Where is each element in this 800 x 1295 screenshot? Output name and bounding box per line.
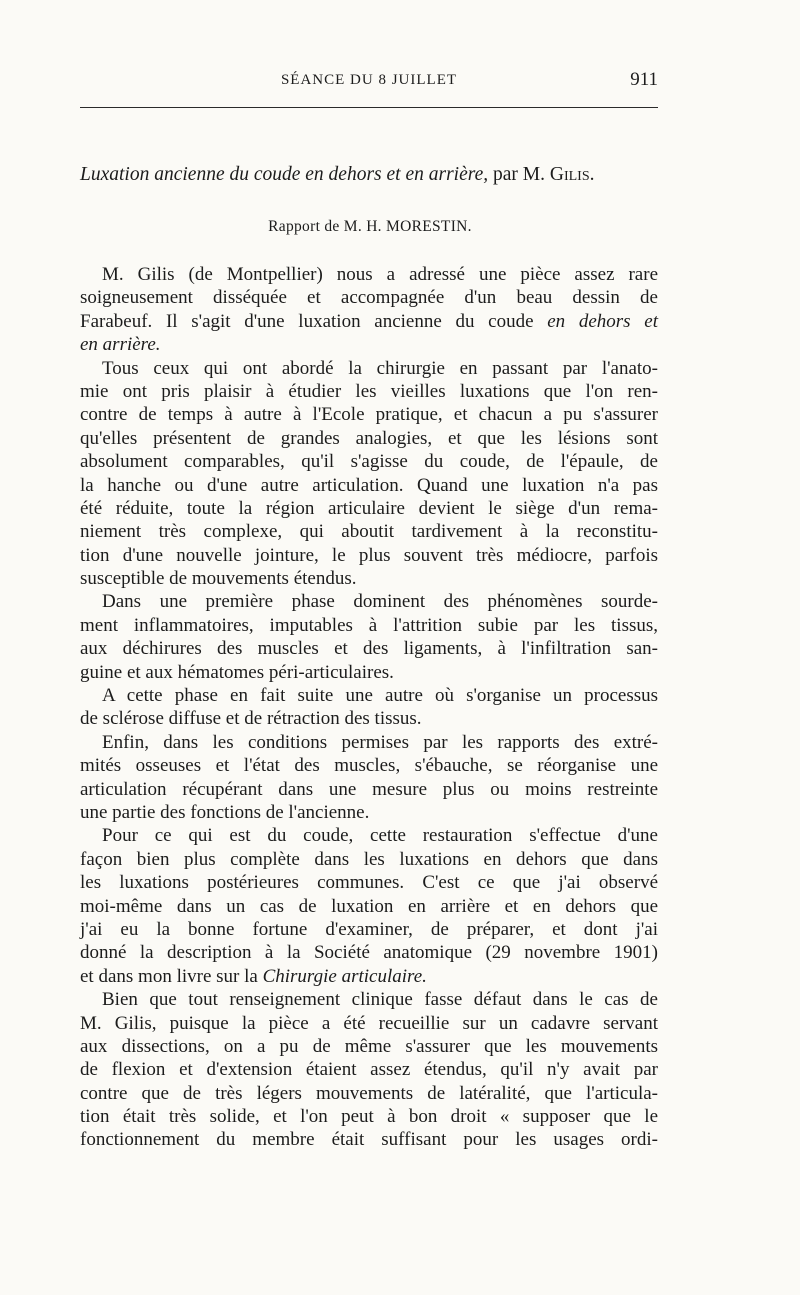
line-text: qu'elles présentent de grandes analogies, et que les lésions sont	[80, 427, 658, 449]
text-line	[80, 590, 658, 613]
text-line	[80, 778, 658, 801]
text-line	[80, 286, 658, 309]
line-text: guine et aux hématomes péri-articulaires.	[80, 661, 394, 683]
text-line	[80, 1058, 658, 1081]
line-italic-text: Chirurgie articulaire.	[262, 965, 427, 987]
title-author: Gilis.	[549, 164, 595, 185]
line-text: Bien que tout renseignement clinique fasse défaut dans le cas de	[102, 989, 658, 1011]
text-line	[80, 637, 658, 660]
line-text: Dans une première phase dominent des phénomènes sourde-	[102, 591, 658, 613]
text-line	[80, 848, 658, 871]
line-text: été réduite, toute la région articulaire devient le siège d'un rema-	[80, 497, 658, 519]
text-line	[80, 357, 658, 380]
line-text: fonctionnement du membre était suffisant pour les usages ordi-	[80, 1129, 658, 1151]
text-line	[80, 497, 658, 520]
line-italic-text: en dehors et	[547, 310, 658, 332]
line-text: tion d'une nouvelle jointure, le plus souvent très médiocre, parfois	[80, 544, 658, 566]
line-text: aux dissections, on a pu de même s'assurer que les mouvements	[80, 1035, 658, 1057]
text-line	[80, 918, 658, 941]
line-text: Pour ce qui est du coude, cette restauration s'effectue d'une	[102, 825, 658, 847]
text-line	[80, 614, 658, 637]
text-line	[80, 1105, 658, 1128]
text-line	[80, 661, 658, 684]
line-italic-text: en arrière.	[80, 334, 161, 356]
line-text: absolument comparables, qu'il s'agisse du coude, de l'épaule, de	[80, 451, 658, 473]
text-line	[80, 871, 658, 894]
title-by: par M.	[488, 164, 550, 185]
line-text: Enfin, dans les conditions permises par les rapports des extré-	[102, 731, 658, 753]
line-text: une partie des fonctions de l'ancienne.	[80, 801, 370, 823]
text-line	[80, 427, 658, 450]
text-line	[80, 1012, 658, 1035]
line-text: de flexion et d'extension étaient assez étendus, qu'il n'y avait par	[80, 1059, 658, 1081]
title-text: Luxation ancienne du coude en dehors et en arrière,	[80, 164, 489, 185]
line-text: A cette phase en fait suite une autre où s'organise un processus	[102, 685, 658, 707]
line-text: niement très complexe, qui aboutit tardivement à la reconstitu-	[80, 521, 658, 543]
text-line	[80, 988, 658, 1011]
text-line	[80, 263, 658, 286]
text-line	[80, 567, 658, 590]
line-text: aux déchirures des muscles et des ligaments, à l'infiltration san-	[80, 638, 658, 660]
text-line	[80, 824, 658, 847]
page-number: 911	[630, 69, 658, 90]
line-text: Tous ceux qui ont abordé la chirurgie en passant par l'anato-	[102, 357, 658, 379]
text-line	[80, 801, 658, 824]
line-text: mités osseuses et l'état des muscles, s'ébauche, se réorganise une	[80, 755, 658, 777]
body-text	[80, 263, 658, 1152]
text-line	[80, 333, 658, 356]
text-line	[80, 754, 658, 777]
line-text: Farabeuf. Il s'agit d'une luxation ancienne du coude	[80, 310, 548, 332]
line-text: et dans mon livre sur la	[80, 965, 263, 987]
text-line	[80, 520, 658, 543]
line-text: contre que de très légers mouvements de latéralité, que l'articula-	[80, 1082, 658, 1104]
text-line	[80, 965, 658, 988]
line-text: susceptible de mouvements étendus.	[80, 568, 357, 590]
line-text: moi-même dans un cas de luxation en arrière et en dehors que	[80, 895, 658, 917]
line-text: soigneusement disséquée et accompagnée d'un beau dessin de	[80, 287, 658, 309]
text-line	[80, 310, 658, 333]
report-byline: Rapport de M. H. MORESTIN.	[268, 218, 472, 235]
line-text: la hanche ou d'une autre articulation. Quand une luxation n'a pas	[80, 474, 658, 496]
article-title	[80, 164, 660, 186]
text-line	[80, 941, 658, 964]
header-title: SÉANCE DU 8 JUILLET	[280, 72, 458, 88]
line-text: ment inflammatoires, imputables à l'attrition subie par les tissus,	[80, 614, 658, 636]
text-line	[80, 474, 658, 497]
line-text: tion était très solide, et l'on peut à bon droit « supposer que le	[80, 1106, 658, 1128]
text-line	[80, 1128, 658, 1151]
line-text: mie ont pris plaisir à étudier les vieilles luxations que l'on ren-	[80, 380, 658, 402]
line-text: de sclérose diffuse et de rétraction des tissus.	[80, 708, 422, 730]
text-line	[80, 403, 658, 426]
line-text: M. Gilis (de Montpellier) nous a adressé une pièce assez rare	[102, 264, 658, 285]
line-text: contre de temps à autre à l'Ecole pratique, et chacun a pu s'assurer	[80, 404, 658, 426]
text-line	[80, 1035, 658, 1058]
text-line	[80, 450, 658, 473]
running-header	[80, 69, 658, 96]
text-line	[80, 544, 658, 567]
line-text: façon bien plus complète dans les luxations en dehors que dans	[80, 848, 658, 870]
line-text: articulation récupérant dans une mesure plus ou moins restreinte	[80, 778, 658, 800]
line-text: les luxations postérieures communes. C'est ce que j'ai observé	[80, 872, 658, 894]
line-text: M. Gilis, puisque la pièce a été recueillie sur un cadavre servant	[80, 1012, 658, 1034]
text-line	[80, 895, 658, 918]
text-line	[80, 1082, 658, 1105]
line-text: j'ai eu la bonne fortune d'examiner, de préparer, et dont j'ai	[80, 918, 658, 940]
header-rule	[80, 107, 658, 108]
text-line	[80, 731, 658, 754]
text-line	[80, 684, 658, 707]
text-line	[80, 380, 658, 403]
line-text: donné la description à la Société anatomique (29 novembre 1901)	[80, 942, 658, 964]
text-line	[80, 707, 658, 730]
